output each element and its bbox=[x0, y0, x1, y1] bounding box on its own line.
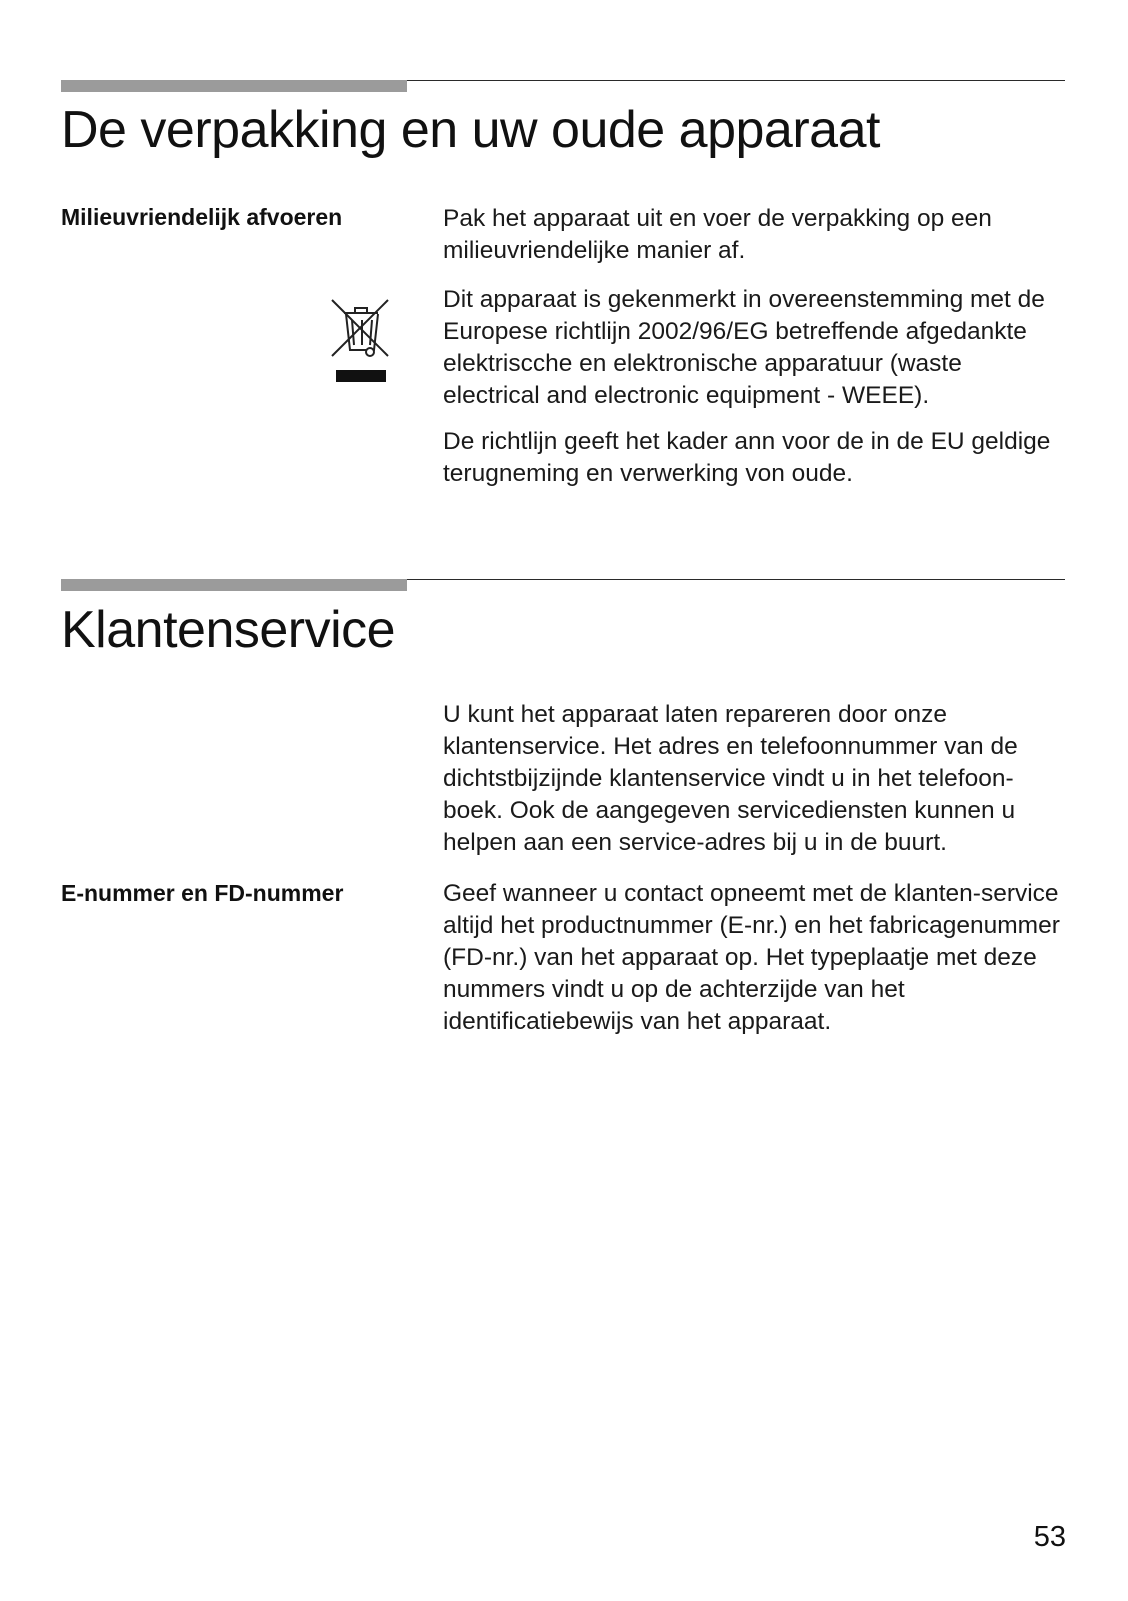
page-number: 53 bbox=[1033, 1521, 1066, 1553]
paragraph-e-number: Geef wanneer u contact opneemt met de klanten-service altijd het productnummer (E-nr.) en het fabricagenummer (FD-nr.) van het apparaat op. Het typeplaatje met deze nummers vindt u op de achterzijde van het identificatiebewijs van het apparaat. bbox=[443, 880, 1060, 1035]
paragraph-unpack: Pak het apparaat uit en voer de verpakking op een milieuvriendelijke manier af. bbox=[443, 205, 992, 264]
section-divider-2 bbox=[61, 579, 1065, 591]
paragraph-repair: U kunt het apparaat laten repareren door onze klantenservice. Het adres en telefoonnummer van de dichtstbijzijnde klantenservice vindt u in het telefoon-boek. Ook de aangegeven servicediensten kunnen u helpen aan een service-adres bij u in de buurt. bbox=[443, 701, 1018, 856]
side-label-e-number: E-nummer en FD-nummer bbox=[61, 880, 344, 906]
paragraph-weee-marking: Dit apparaat is gekenmerkt in overeenstemming met de Europese richtlijn 2002/96/EG betreffende afgedankte elektriscche en elektronische apparatuur (waste electrical and electronic equipment - WEEE). bbox=[443, 286, 1045, 409]
side-label-disposal: Milieuvriendelijk afvoeren bbox=[61, 204, 343, 230]
section-heading-packaging: De verpakking en uw oude apparaat bbox=[61, 101, 880, 159]
paragraph-directive: De richtlijn geeft het kader ann voor de in de EU geldige terugneming en verwerking von oude. bbox=[443, 428, 1051, 487]
section-divider-1 bbox=[61, 80, 1065, 92]
crossed-out-wheelie-bin-icon bbox=[330, 298, 392, 390]
section-heading-customer-service: Klantenservice bbox=[61, 601, 396, 659]
